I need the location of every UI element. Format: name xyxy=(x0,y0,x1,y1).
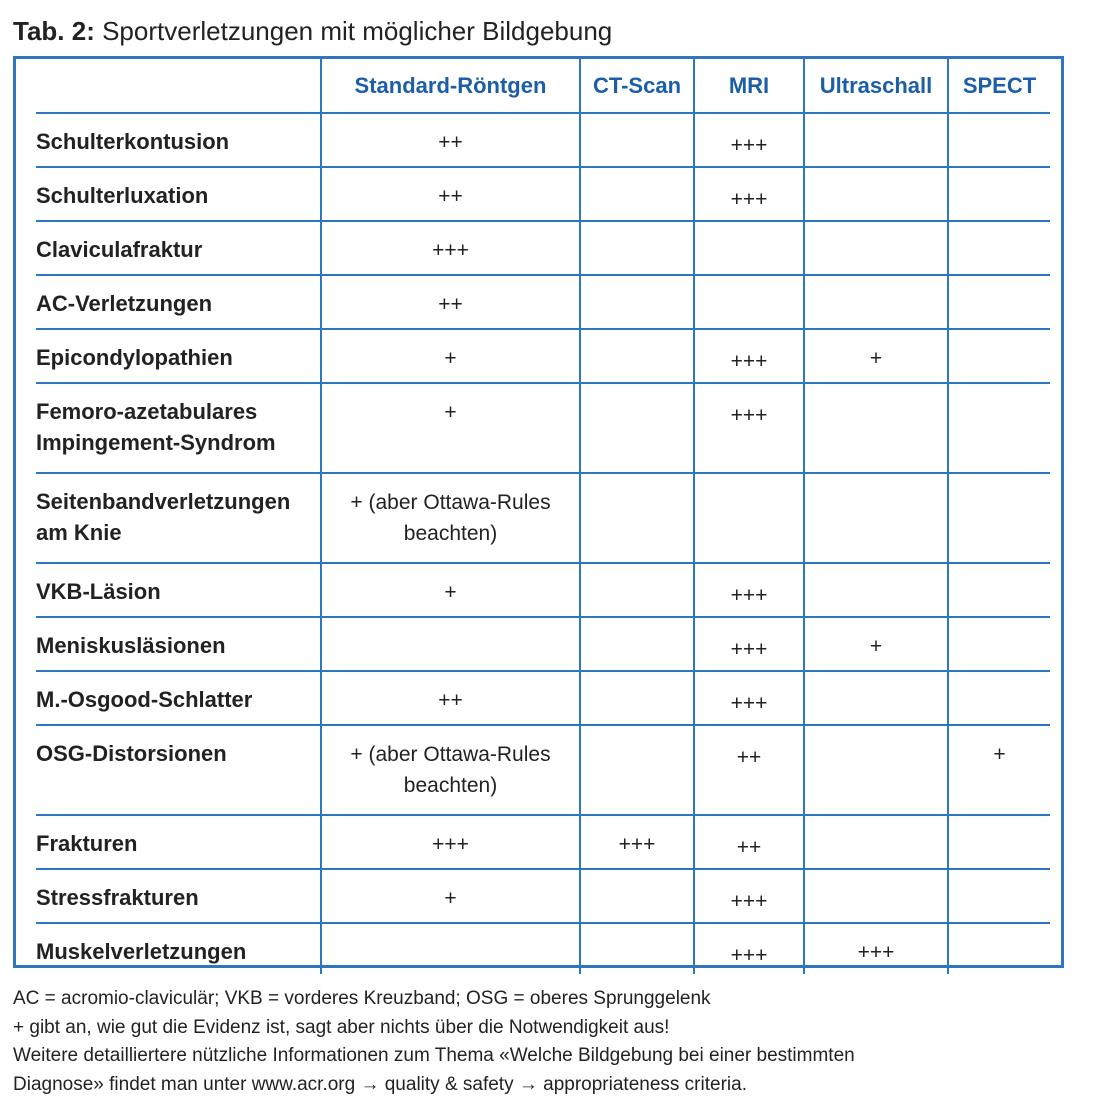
cell-value xyxy=(949,672,1050,685)
cell-value: + xyxy=(444,347,457,370)
cell-value: +++ xyxy=(730,404,768,427)
table-row xyxy=(36,113,1050,167)
table-cell xyxy=(321,167,580,221)
cell-value: + (aber Ottawa-Rules beachten) xyxy=(350,743,551,797)
cell-value: + (aber Ottawa-Rules beachten) xyxy=(350,491,551,545)
row-label: Femoro-azetabulares Impingement-Syndrom xyxy=(36,399,276,455)
cell-value: ++ xyxy=(438,293,463,316)
cell-value xyxy=(949,618,1050,631)
table-cell xyxy=(580,113,694,167)
cell-value: +++ xyxy=(730,134,768,157)
cell-value xyxy=(805,816,947,829)
cell-value xyxy=(695,474,803,490)
table-row xyxy=(36,815,1050,869)
table-row xyxy=(36,563,1050,617)
cell-value: +++ xyxy=(730,350,768,373)
row-label: Schulterkontusion xyxy=(36,129,230,154)
cell-value: + xyxy=(444,581,457,604)
table-cell xyxy=(948,329,1050,383)
table-cell xyxy=(948,275,1050,329)
cell-value xyxy=(805,672,947,685)
table-row xyxy=(36,869,1050,923)
table-cell xyxy=(804,563,948,617)
cell-value xyxy=(805,564,947,577)
row-label-cell xyxy=(36,671,321,725)
cell-value: +++ xyxy=(730,944,768,967)
table-cell xyxy=(948,473,1050,563)
table-cell xyxy=(694,869,804,923)
cell-value: + xyxy=(869,347,883,370)
row-label: Epicondylopathien xyxy=(36,345,233,370)
cell-value: ++ xyxy=(438,131,463,154)
column-header-standard-roentgen: Standard-Röntgen xyxy=(321,59,580,113)
table-cell xyxy=(321,869,580,923)
footnotes xyxy=(13,985,855,1099)
table-cell xyxy=(694,671,804,725)
column-header-empty xyxy=(36,59,321,113)
cell-value xyxy=(949,870,1050,883)
table-cell xyxy=(948,563,1050,617)
table-cell xyxy=(948,221,1050,275)
table-cell xyxy=(321,329,580,383)
imaging-table xyxy=(36,59,1050,974)
table-cell xyxy=(321,383,580,473)
table-cell xyxy=(804,671,948,725)
cell-value xyxy=(949,924,1050,937)
table-cell xyxy=(580,617,694,671)
table-cell xyxy=(804,275,948,329)
table-cell xyxy=(694,275,804,329)
cell-value: + xyxy=(444,887,457,910)
table-cell xyxy=(804,113,948,167)
table-cell xyxy=(580,221,694,275)
cell-value xyxy=(581,726,693,739)
table-cell xyxy=(804,329,948,383)
cell-value xyxy=(949,384,1050,397)
table-cell xyxy=(948,815,1050,869)
cell-value xyxy=(581,870,693,883)
table-caption: Sportverletzungen mit möglicher Bildgebung xyxy=(102,16,613,46)
table-cell xyxy=(804,869,948,923)
cell-value: ++ xyxy=(736,746,762,769)
row-label-cell xyxy=(36,167,321,221)
table-row xyxy=(36,725,1050,815)
table-cell xyxy=(804,221,948,275)
table-cell xyxy=(321,725,580,815)
cell-value xyxy=(581,114,693,127)
table-row xyxy=(36,167,1050,221)
cell-value: +++ xyxy=(857,941,895,964)
table-row xyxy=(36,617,1050,671)
row-label-cell xyxy=(36,563,321,617)
cell-value xyxy=(581,384,693,397)
table-cell xyxy=(804,815,948,869)
cell-value xyxy=(581,924,693,937)
table-cell xyxy=(321,923,580,974)
cell-value: +++ xyxy=(618,833,656,856)
table-cell xyxy=(580,671,694,725)
table-cell xyxy=(321,671,580,725)
row-label: Schulterluxation xyxy=(36,183,209,208)
table-cell xyxy=(694,617,804,671)
table-cell xyxy=(804,383,948,473)
cell-value xyxy=(805,276,947,289)
cell-value: +++ xyxy=(730,890,768,913)
cell-value xyxy=(805,168,947,181)
row-label: Muskelverletzungen xyxy=(36,939,247,964)
table-number: Tab. 2: xyxy=(13,16,95,46)
table-cell xyxy=(694,923,804,974)
row-label-cell xyxy=(36,275,321,329)
table-row xyxy=(36,275,1050,329)
cell-value xyxy=(581,222,693,235)
cell-value xyxy=(805,474,947,487)
cell-value xyxy=(581,168,693,181)
row-label: M.-Osgood-Schlatter xyxy=(36,687,253,712)
cell-value xyxy=(581,564,693,577)
row-label: AC-Verletzungen xyxy=(36,291,213,316)
column-header-ultraschall: Ultraschall xyxy=(804,59,948,113)
row-label-cell xyxy=(36,869,321,923)
table-cell xyxy=(948,725,1050,815)
cell-value: ++ xyxy=(736,836,762,859)
footnote-more-info-1: Weitere detailliertere nützliche Informationen zum Thema «Welche Bildgebung bei einer bestimmten xyxy=(13,1045,855,1066)
table-cell xyxy=(321,617,580,671)
cell-value xyxy=(805,114,947,127)
cell-value xyxy=(949,474,1050,487)
cell-value: +++ xyxy=(432,239,469,262)
row-label: VKB-Läsion xyxy=(36,579,161,604)
table-cell xyxy=(580,815,694,869)
cell-value xyxy=(581,276,693,289)
header-row xyxy=(36,59,1050,113)
table-cell xyxy=(948,923,1050,974)
table-cell xyxy=(804,617,948,671)
cell-value: +++ xyxy=(730,692,768,715)
row-label-cell xyxy=(36,815,321,869)
row-label-cell xyxy=(36,923,321,974)
table-cell xyxy=(804,725,948,815)
table-cell xyxy=(580,329,694,383)
table-cell xyxy=(948,113,1050,167)
row-label-cell xyxy=(36,473,321,563)
table-body xyxy=(36,113,1050,974)
cell-value xyxy=(949,276,1050,289)
table-cell xyxy=(580,167,694,221)
table-cell xyxy=(694,221,804,275)
cell-value: +++ xyxy=(730,584,768,607)
row-label-cell xyxy=(36,329,321,383)
column-header-spect: SPECT xyxy=(948,59,1050,113)
column-header-mri: MRI xyxy=(694,59,804,113)
row-label-cell xyxy=(36,383,321,473)
cell-value xyxy=(949,222,1050,235)
cell-value xyxy=(581,330,693,343)
cell-value: + xyxy=(993,743,1006,766)
cell-value: + xyxy=(444,401,457,424)
row-label-cell xyxy=(36,725,321,815)
row-label-cell xyxy=(36,221,321,275)
cell-value xyxy=(695,222,803,238)
column-header-ct-scan: CT-Scan xyxy=(580,59,694,113)
row-label-cell xyxy=(36,617,321,671)
cell-value xyxy=(322,924,579,937)
cell-value xyxy=(322,618,579,631)
table-cell xyxy=(580,473,694,563)
table-row xyxy=(36,923,1050,974)
table-cell xyxy=(694,383,804,473)
cell-value: + xyxy=(869,635,883,658)
table-cell xyxy=(321,563,580,617)
row-label: OSG-Distorsionen xyxy=(36,741,227,766)
cell-value xyxy=(581,672,693,685)
table-cell xyxy=(321,473,580,563)
row-label: Meniskusläsionen xyxy=(36,633,226,658)
table-cell xyxy=(580,383,694,473)
table-row xyxy=(36,671,1050,725)
table-cell xyxy=(948,383,1050,473)
row-label: Seitenbandverletzungen am Knie xyxy=(36,489,291,545)
cell-value xyxy=(949,816,1050,829)
table-cell xyxy=(580,869,694,923)
table-row xyxy=(36,383,1050,473)
cell-value xyxy=(581,618,693,631)
row-label: Frakturen xyxy=(36,831,138,856)
row-label: Stressfrakturen xyxy=(36,885,199,910)
table-cell xyxy=(948,869,1050,923)
table-cell xyxy=(321,275,580,329)
cell-value: ++ xyxy=(438,689,463,712)
cell-value: +++ xyxy=(730,188,768,211)
cell-value xyxy=(949,168,1050,181)
table-cell xyxy=(580,563,694,617)
table-cell xyxy=(694,563,804,617)
table-cell xyxy=(694,113,804,167)
table-cell xyxy=(694,167,804,221)
cell-value xyxy=(805,384,947,397)
table-cell xyxy=(694,473,804,563)
cell-value xyxy=(949,330,1050,343)
table-cell xyxy=(804,167,948,221)
table-cell xyxy=(948,167,1050,221)
cell-value: ++ xyxy=(438,185,463,208)
table-row xyxy=(36,221,1050,275)
cell-value xyxy=(805,222,947,235)
table-cell xyxy=(948,671,1050,725)
table-row xyxy=(36,473,1050,563)
footnote-abbreviations: AC = acromio-claviculär; VKB = vorderes Kreuzband; OSG = oberes Sprunggelenk xyxy=(13,988,711,1009)
row-label: Claviculafraktur xyxy=(36,237,203,262)
cell-value xyxy=(581,474,693,487)
table-cell xyxy=(321,113,580,167)
table-cell xyxy=(321,815,580,869)
table-cell xyxy=(948,617,1050,671)
table-cell xyxy=(694,725,804,815)
table-title xyxy=(13,14,612,48)
table-cell xyxy=(580,923,694,974)
table-cell xyxy=(694,815,804,869)
table-cell xyxy=(580,725,694,815)
table-cell xyxy=(321,221,580,275)
footnote-evidence: + gibt an, wie gut die Evidenz ist, sagt aber nichts über die Notwendigkeit aus! xyxy=(13,1016,670,1038)
table-cell xyxy=(804,923,948,974)
table-frame xyxy=(13,56,1064,968)
row-label-cell xyxy=(36,113,321,167)
cell-value: +++ xyxy=(432,833,469,856)
table-row xyxy=(36,329,1050,383)
table-cell xyxy=(694,329,804,383)
footnote-more-info-2: Diagnose» findet man unter www.acr.org → quality & safety → appropriateness criteria. xyxy=(13,1073,747,1095)
cell-value xyxy=(695,276,803,292)
cell-value: +++ xyxy=(730,638,768,661)
cell-value xyxy=(805,726,947,739)
cell-value xyxy=(949,114,1050,127)
cell-value xyxy=(949,564,1050,577)
table-cell xyxy=(580,275,694,329)
table-cell xyxy=(804,473,948,563)
cell-value xyxy=(805,870,947,883)
